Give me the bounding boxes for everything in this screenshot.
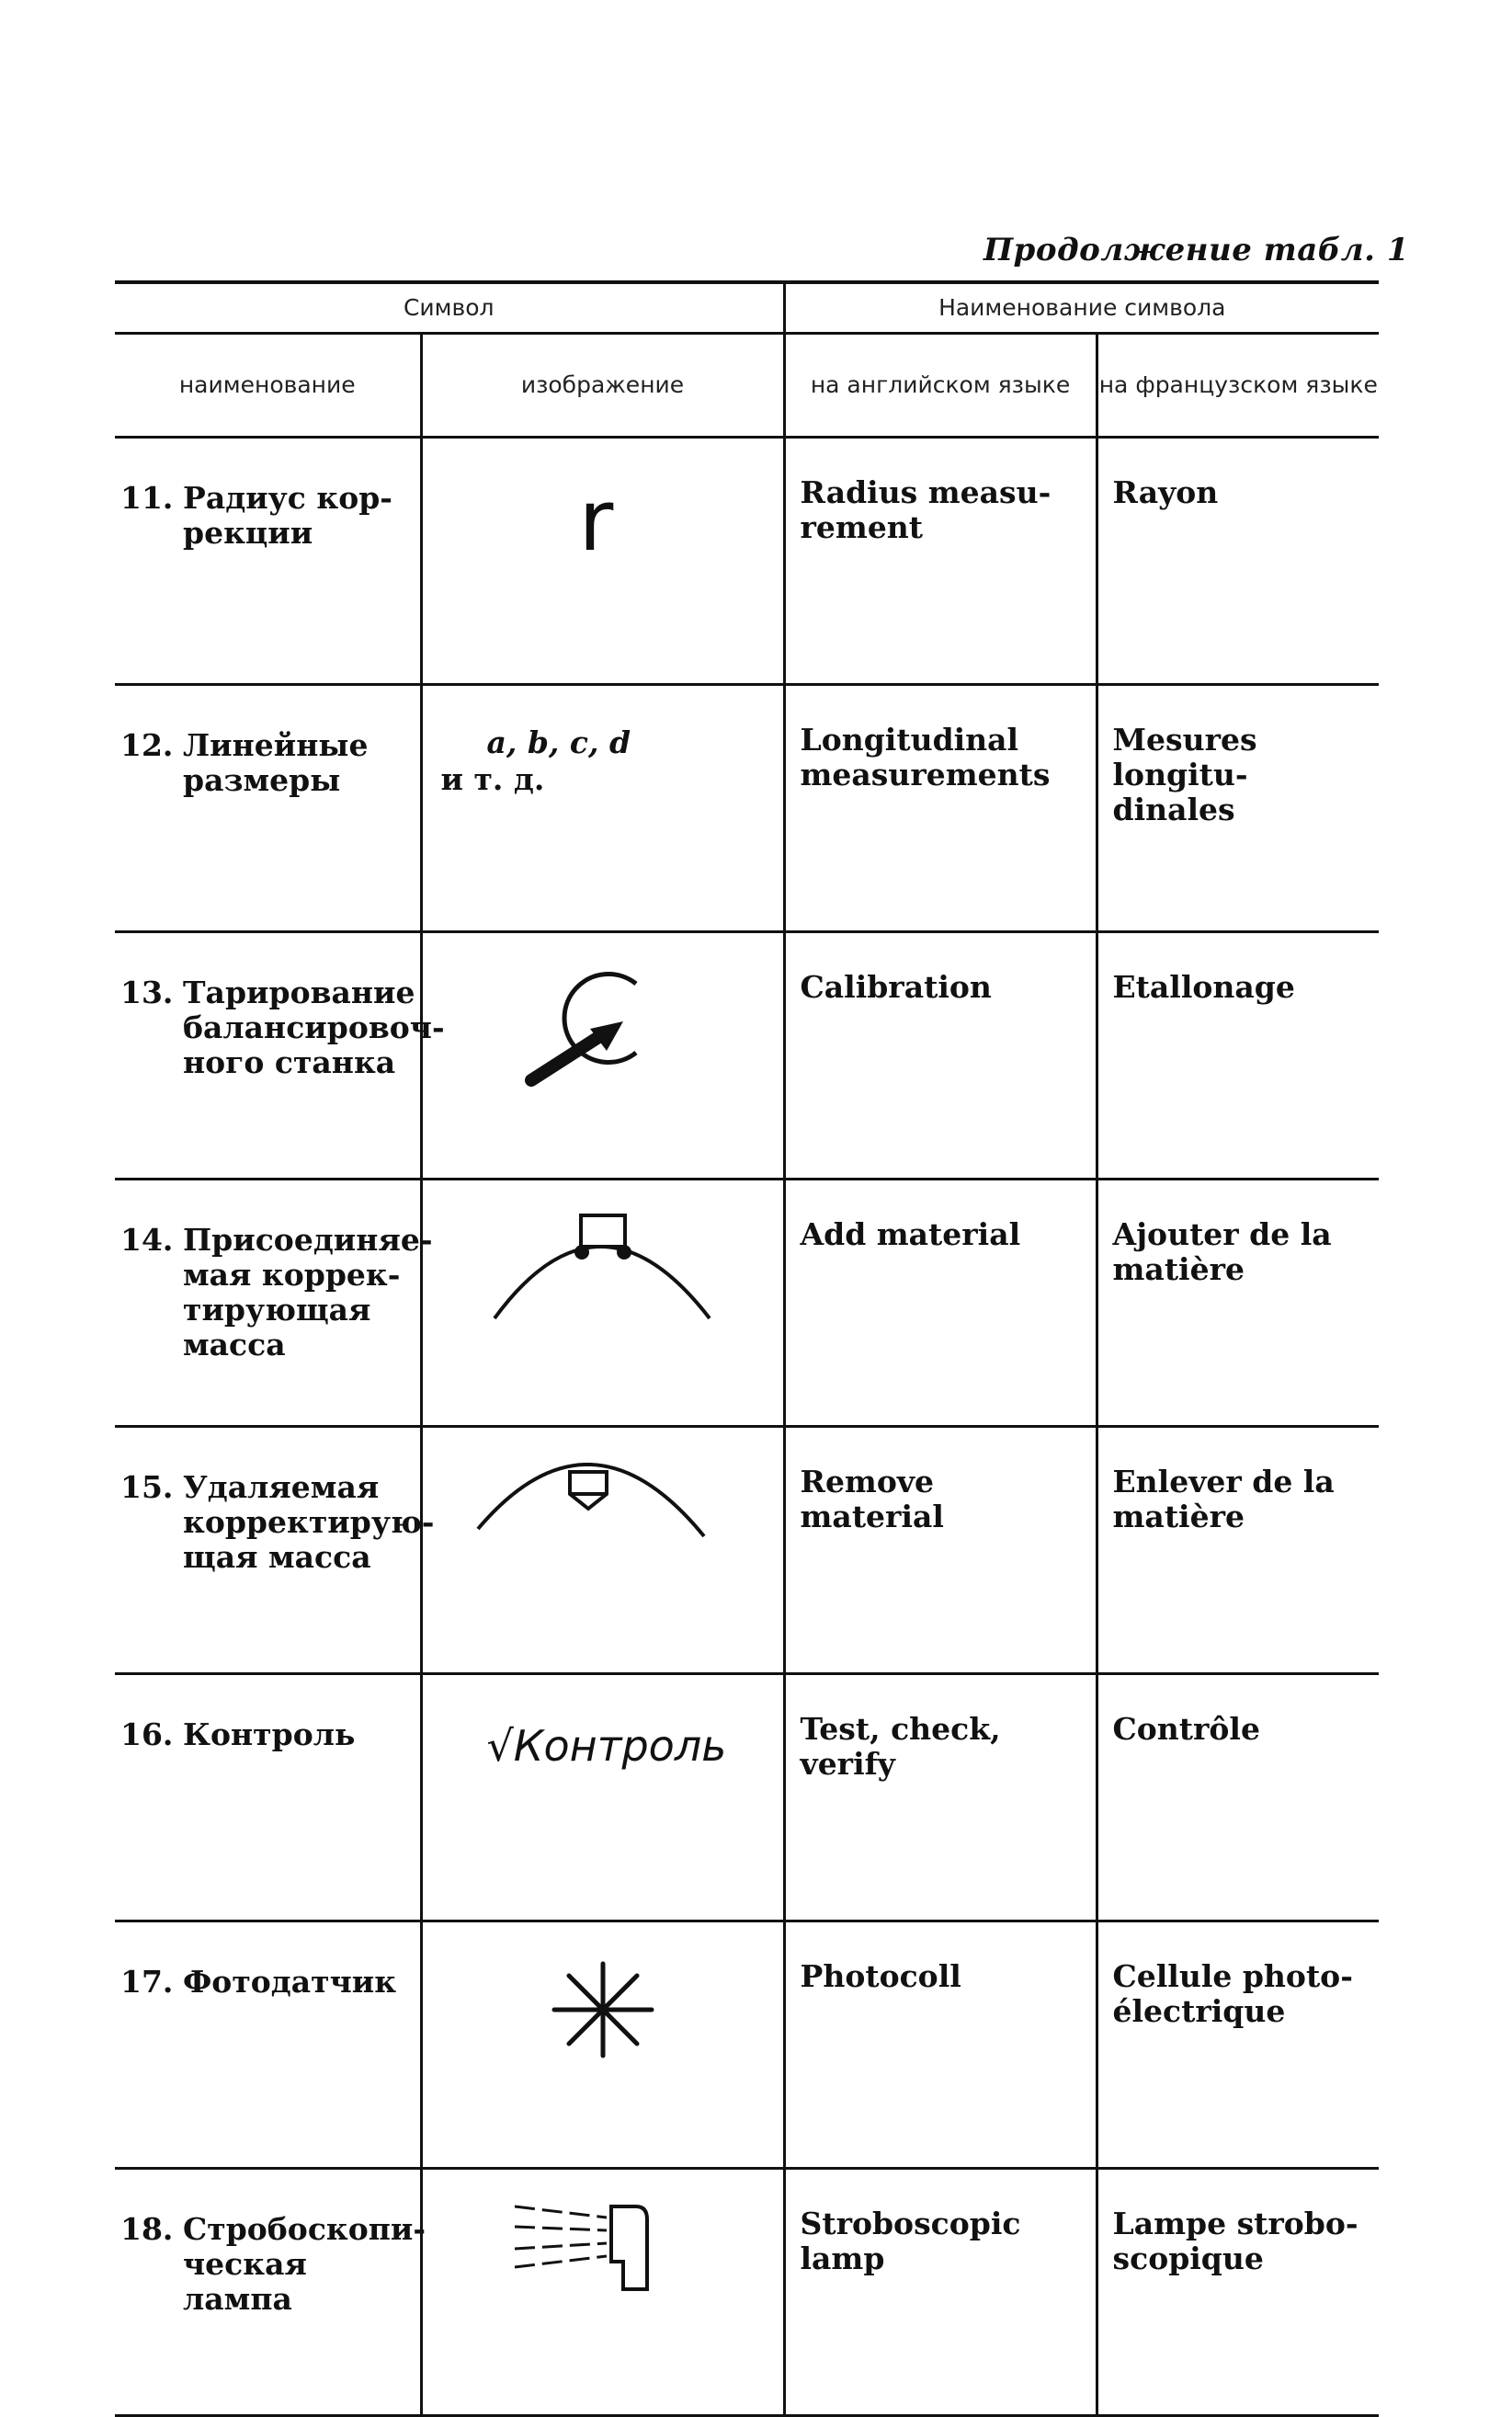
row-number: 15. bbox=[120, 1469, 174, 1505]
row-name-cell bbox=[115, 1674, 421, 1921]
english-name: Calibration bbox=[784, 932, 1097, 1180]
calibration-icon bbox=[423, 933, 786, 1135]
table-row bbox=[115, 1921, 1379, 2169]
english-name: Remove material bbox=[784, 1427, 1097, 1674]
table-row bbox=[115, 1674, 1379, 1921]
header-name: наименование bbox=[115, 334, 421, 438]
symbol-name: Контроль bbox=[183, 1716, 356, 1752]
photocell-icon bbox=[423, 1922, 786, 2125]
symbol-name: Удаляемая корректирую-щая масса bbox=[183, 1469, 435, 1575]
row-number: 14. bbox=[120, 1222, 174, 1258]
symbol-name: Присоединяе-мая коррек-тирующая масса bbox=[183, 1222, 433, 1362]
row-name-cell bbox=[115, 685, 421, 932]
french-name: Contrôle bbox=[1097, 1674, 1379, 1921]
header-english: на английском языке bbox=[784, 334, 1097, 438]
add-mass-icon bbox=[423, 1180, 786, 1383]
row-name-cell bbox=[115, 438, 421, 685]
symbol-image-cell bbox=[421, 2169, 784, 2416]
row-number: 13. bbox=[120, 975, 174, 1010]
table-row bbox=[115, 438, 1379, 685]
remove-mass-icon bbox=[423, 1428, 786, 1630]
symbols-table bbox=[115, 280, 1379, 2417]
table-row bbox=[115, 1427, 1379, 1674]
table-row bbox=[115, 932, 1379, 1180]
symbol-name: Линейные размеры bbox=[183, 727, 369, 798]
table-row bbox=[115, 1180, 1379, 1427]
header-symbol: Символ bbox=[115, 282, 784, 334]
symbol-name: Фотодатчик bbox=[183, 1964, 397, 2000]
row-number: 11. bbox=[120, 480, 174, 516]
french-name: Rayon bbox=[1097, 438, 1379, 685]
english-name: Add material bbox=[784, 1180, 1097, 1427]
english-name: Radius measu-rement bbox=[784, 438, 1097, 685]
symbol-name: Тарирование балансировоч-ного станка bbox=[183, 975, 445, 1080]
linear-dimension-letters: a, b, c, d bbox=[486, 724, 631, 760]
english-name: Photocoll bbox=[784, 1921, 1097, 2169]
control-symbol: √Контроль bbox=[486, 1721, 727, 1771]
row-number: 12. bbox=[120, 727, 174, 763]
header-symbol-name-group: Наименование символа bbox=[784, 282, 1379, 334]
header-french: на французском языке bbox=[1097, 334, 1379, 438]
row-name-cell bbox=[115, 2169, 426, 2416]
french-name: Etallonage bbox=[1097, 932, 1379, 1180]
row-number: 18. bbox=[120, 2211, 174, 2247]
symbol-image-cell bbox=[421, 438, 784, 685]
english-name: Longitudinal measurements bbox=[784, 685, 1097, 932]
row-name-cell bbox=[115, 1427, 435, 1674]
table-row bbox=[115, 2169, 1379, 2416]
row-number: 17. bbox=[120, 1964, 174, 2000]
row-number: 16. bbox=[120, 1716, 174, 1752]
french-name: Mesures longitu-dinales bbox=[1097, 685, 1379, 932]
linear-dimension-note: и т. д. bbox=[440, 761, 545, 797]
english-name: Stroboscopic lamp bbox=[784, 2169, 1097, 2416]
french-name: Lampe strobo-scopique bbox=[1097, 2169, 1379, 2416]
table-row bbox=[115, 685, 1379, 932]
french-name: Enlever de la matière bbox=[1097, 1427, 1379, 1674]
row-name-cell bbox=[115, 1180, 433, 1427]
symbol-name: Стробоскопи-ческая лампа bbox=[183, 2211, 426, 2317]
symbol-image-cell bbox=[421, 932, 784, 1180]
header-image: изображение bbox=[421, 334, 784, 438]
linear-dimension-symbol bbox=[441, 724, 631, 798]
symbol-image-cell bbox=[421, 1427, 784, 1674]
symbol-image-cell bbox=[421, 1921, 784, 2169]
english-name: Test, check, verify bbox=[784, 1674, 1097, 1921]
row-name-cell bbox=[115, 1921, 421, 2169]
radius-symbol: r bbox=[578, 472, 614, 570]
row-name-cell bbox=[115, 932, 445, 1180]
symbol-image-cell bbox=[421, 1180, 784, 1427]
symbol-image-cell bbox=[421, 685, 784, 932]
french-name: Ajouter de la matière bbox=[1097, 1180, 1379, 1427]
french-name: Cellule photo-électrique bbox=[1097, 1921, 1379, 2169]
symbol-name: Радиус кор-рекции bbox=[183, 480, 392, 551]
strobe-lamp-icon bbox=[423, 2170, 786, 2372]
page-heading: Продолжение табл. 1 bbox=[983, 232, 1409, 268]
symbol-image-cell bbox=[421, 1674, 784, 1921]
